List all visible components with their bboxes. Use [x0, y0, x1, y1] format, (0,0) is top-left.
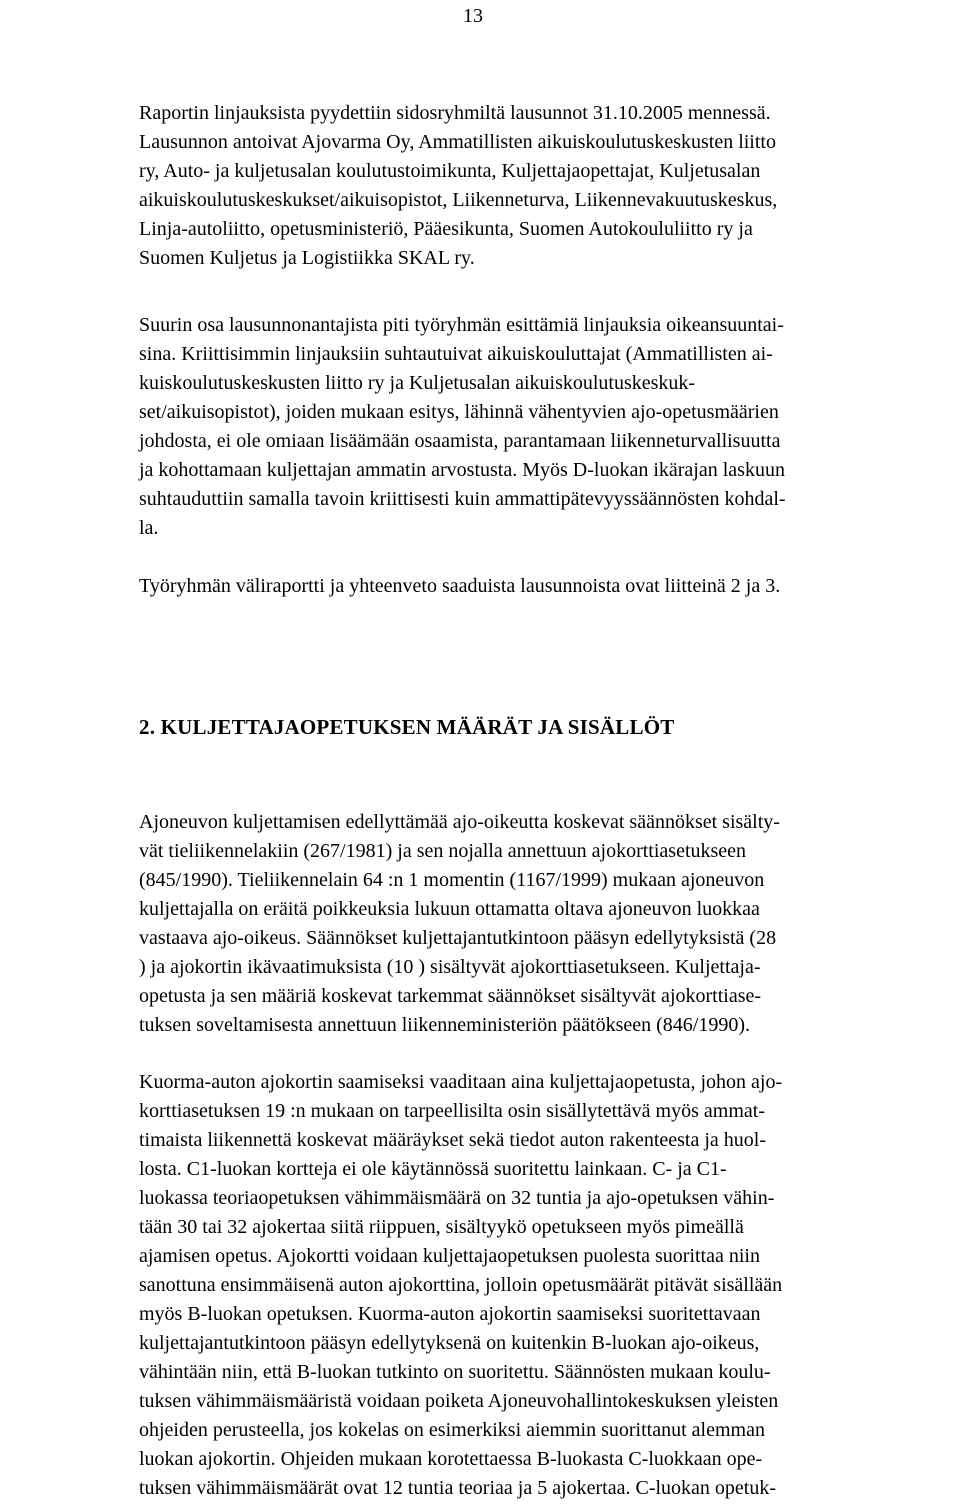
- text-line: ja kohottamaan kuljettajan ammatin arvostusta. Myös D-luokan ikärajan laskuun: [139, 459, 785, 481]
- text-line: ) ja ajokortin ikävaatimuksista (10 ) sisältyvät ajokorttiasetukseen. Kuljettaja-: [139, 956, 761, 978]
- text-line: kuljettajantutkintoon pääsyn edellytyksenä on kuitenkin B-luokan ajo-oikeus,: [139, 1332, 760, 1354]
- text-line: sina. Kriittisimmin linjauksiin suhtautuivat aikuiskouluttajat (Ammatillisten ai-: [139, 343, 773, 365]
- page-number: 13: [463, 5, 483, 27]
- text-line: Raportin linjauksista pyydettiin sidosryhmiltä lausunnot 31.10.2005 mennessä.: [139, 102, 771, 124]
- text-line: korttiasetuksen 19 :n mukaan on tarpeellisilta osin sisällytettävä myös ammat-: [139, 1100, 765, 1122]
- text-line: sanottuna ensimmäisenä auton ajokorttina, jolloin opetusmäärät pitävät sisällään: [139, 1274, 783, 1296]
- text-line: tuksen soveltamisesta annettuun liikenneministeriön päätökseen (846/1990).: [139, 1014, 750, 1036]
- text-line: vät tieliikennelakiin (267/1981) ja sen nojalla annettuun ajokorttiasetukseen: [139, 840, 747, 862]
- paragraph-rules: [139, 808, 939, 1040]
- text-line: la.: [139, 517, 159, 539]
- text-line: Ajoneuvon kuljettamisen edellyttämää ajo-oikeutta koskevat säännökset sisälty-: [139, 811, 780, 833]
- text-line: Kuorma-auton ajokortin saamiseksi vaaditaan aina kuljettajaopetusta, johon ajo-: [139, 1071, 783, 1093]
- text-line: luokassa teoriaopetuksen vähimmäismäärä on 32 tuntia ja ajo-opetuksen vähin-: [139, 1187, 775, 1209]
- text-line: tään 30 tai 32 ajokertaa siitä riippuen, sisältyykö opetukseen myös pimeällä: [139, 1216, 744, 1238]
- text-line: kuljettajalla on eräitä poikkeuksia lukuun ottamatta oltava ajoneuvon luokkaa: [139, 898, 760, 920]
- paragraph-appendix-note: [139, 572, 939, 601]
- text-line: Linja-autoliitto, opetusministeriö, Pääesikunta, Suomen Autokoululiitto ry ja: [139, 218, 753, 240]
- text-line: vastaava ajo-oikeus. Säännökset kuljettajantutkintoon pääsyn edellytyksistä (28: [139, 927, 777, 949]
- text-line: kuiskoulutuskeskusten liitto ry ja Kuljetusalan aikuiskoulutuskeskuk-: [139, 372, 696, 394]
- paragraph-feedback-intro: [139, 99, 939, 273]
- text-line: ajamisen opetus. Ajokortti voidaan kuljettajaopetuksen puolesta suorittaa niin: [139, 1245, 760, 1267]
- text-line: set/aikuisopistot), joiden mukaan esitys, lähinnä vähentyvien ajo-opetusmäärien: [139, 401, 779, 423]
- text-line: luokan ajokortin. Ohjeiden mukaan korotettaessa B-luokasta C-luokkaan ope-: [139, 1448, 763, 1470]
- text-line: tuksen vähimmäismäärät ovat 12 tuntia teoriaa ja 5 ajokertaa. C-luokan opetuk-: [139, 1477, 777, 1499]
- text-line: Suurin osa lausunnonantajista piti työryhmän esittämiä linjauksia oikeansuuntai-: [139, 314, 784, 336]
- text-line: myös B-luokan opetuksen. Kuorma-auton ajokortin saamiseksi suoritettavaan: [139, 1303, 761, 1325]
- text-line: tuksen vähimmäismääristä voidaan poiketa Ajoneuvohallintokeskuksen yleisten: [139, 1390, 779, 1412]
- text-line: Suomen Kuljetus ja Logistiikka SKAL ry.: [139, 247, 475, 269]
- paragraph-truck-licence: [139, 1068, 939, 1503]
- text-line: ohjeiden perusteella, jos kokelas on esimerkiksi aiemmin suorittanut alemman: [139, 1419, 765, 1441]
- text-line: Lausunnon antoivat Ajovarma Oy, Ammatillisten aikuiskoulutuskeskusten liitto: [139, 131, 776, 153]
- text-line: johdosta, ei ole omiaan lisäämään osaamista, parantamaan liikenneturvallisuutta: [139, 430, 781, 452]
- text-line: timaista liikennettä koskevat määräykset sekä tiedot auton rakenteesta ja huol-: [139, 1129, 767, 1151]
- text-line: opetusta ja sen määriä koskevat tarkemmat säännökset sisältyvät ajokorttiase-: [139, 985, 762, 1007]
- text-line: vähintään niin, että B-luokan tutkinto on suoritettu. Säännösten mukaan koulu-: [139, 1361, 771, 1383]
- text-line: (845/1990). Tieliikennelain 64 :n 1 momentin (1167/1999) mukaan ajoneuvon: [139, 869, 765, 891]
- section-heading: 2. KULJETTAJAOPETUKSEN MÄÄRÄT JA SISÄLLÖT: [139, 715, 675, 739]
- text-line: aikuiskoulutuskeskukset/aikuisopistot, Liikenneturva, Liikennevakuutuskeskus,: [139, 189, 778, 211]
- text-line: suhtauduttiin samalla tavoin kriittisesti kuin ammattipätevyyssäännösten kohdal-: [139, 488, 786, 510]
- text-line: Työryhmän väliraportti ja yhteenveto saaduista lausunnoista ovat liitteinä 2 ja 3.: [139, 575, 781, 597]
- paragraph-feedback-summary: [139, 311, 939, 543]
- text-line: losta. C1-luokan kortteja ei ole käytännössä suoritettu lainkaan. C- ja C1-: [139, 1158, 727, 1180]
- text-line: ry, Auto- ja kuljetusalan koulutustoimikunta, Kuljettajaopettajat, Kuljetusalan: [139, 160, 761, 182]
